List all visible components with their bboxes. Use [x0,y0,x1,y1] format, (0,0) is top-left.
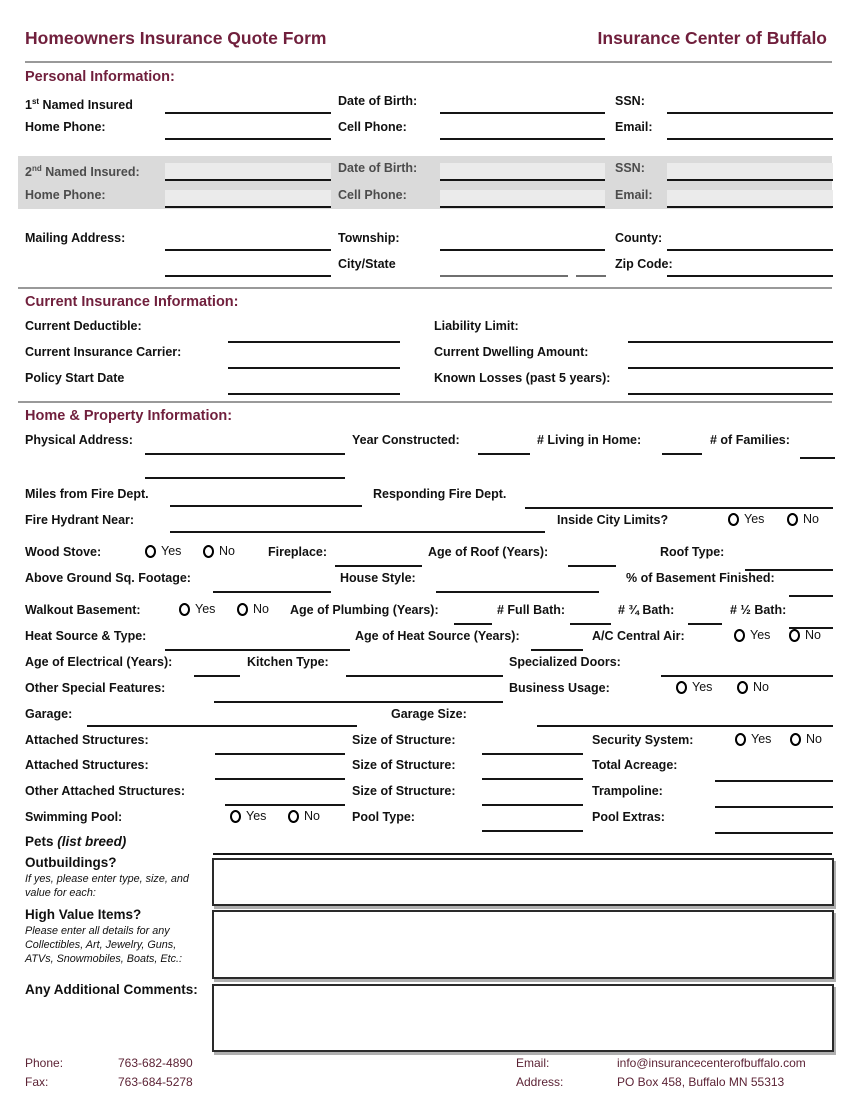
above-ground-label: Above Ground Sq. Footage: [25,571,191,585]
swimming-pool-no-option[interactable] [288,809,320,824]
current-deductible-label: Current Deductible: [25,319,142,333]
attached-structures1-field[interactable] [215,737,345,755]
business-usage-yes-option[interactable] [676,680,712,695]
yes-label: Yes [744,512,765,526]
size-structure3-label: Size of Structure: [352,784,456,798]
policy-start-field[interactable] [228,377,400,395]
age-roof-label: Age of Roof (Years): [428,545,549,559]
other-features-field[interactable] [214,685,503,703]
no-label: No [803,512,819,526]
no-label: No [753,680,769,694]
comments-label: Any Additional Comments: [25,982,198,997]
miles-fire-field[interactable] [170,489,362,507]
email1-label: Email: [615,120,653,134]
security-system-label: Security System: [592,733,694,747]
pets-field[interactable] [213,837,832,855]
address-value: PO Box 458, Buffalo MN 55313 [617,1075,785,1089]
fire-hydrant-field[interactable] [170,515,545,533]
pool-extras-label: Pool Extras: [592,810,665,824]
address-label: Address: [516,1075,564,1089]
attached-structures2-label: Attached Structures: [25,758,149,772]
three-quarter-bath-label: # ¾ Bath: [618,603,675,617]
ac-central-no-radio[interactable] [789,629,800,642]
known-losses-field[interactable] [628,377,833,395]
garage-size-label: Garage Size: [391,707,467,721]
attached-structures1-label: Attached Structures: [25,733,149,747]
section-divider-2 [18,401,832,403]
zip-field[interactable] [667,259,833,277]
age-roof-field[interactable] [568,549,616,567]
wood-stove-label: Wood Stove: [25,545,102,559]
physical-address-label: Physical Address: [25,433,133,447]
heat-source-field[interactable] [165,633,350,651]
wood-stove-no-radio[interactable] [203,545,214,558]
other-features-label: Other Special Features: [25,681,166,695]
attached-structures2-field[interactable] [215,762,345,780]
cell-phone1-field[interactable] [440,122,605,140]
age-plumbing-field[interactable] [454,607,492,625]
known-losses-label: Known Losses (past 5 years): [434,371,611,385]
city-state-label: City/State [338,257,396,271]
pct-basement-field[interactable] [789,579,833,597]
wood-stove-yes-option[interactable] [145,544,181,559]
yes-label: Yes [750,628,771,642]
first-named-insured-field[interactable] [165,96,331,114]
full-bath-field[interactable] [570,607,611,625]
pool-type-label: Pool Type: [352,810,415,824]
specialized-doors-field[interactable] [661,659,833,677]
garage-label: Garage: [25,707,73,721]
swimming-pool-yes-option[interactable] [230,809,266,824]
cell-phone2-label: Cell Phone: [338,188,407,202]
walkout-yes-radio[interactable] [179,603,190,616]
phone-label: Phone: [25,1056,64,1070]
high-value-note: Please enter all details for any Collectibles, Art, Jewelry, Guns, ATVs, Snowmobiles, Boats, Etc.: [25,925,183,966]
ssn2-field[interactable] [667,163,833,181]
no-label: No [806,732,822,746]
county-field[interactable] [667,233,833,251]
total-acreage-field[interactable] [715,764,833,782]
fax-value: 763-684-5278 [118,1075,193,1089]
miles-fire-label: Miles from Fire Dept. [25,487,149,501]
pool-type-field[interactable] [482,814,583,832]
living-in-home-field[interactable] [662,437,702,455]
first-named-insured-label: 1st Named Insured [25,97,133,113]
trampoline-field[interactable] [715,790,833,808]
kitchen-type-label: Kitchen Type: [247,655,329,669]
pets-note: (list breed) [57,834,127,849]
no-label: No [253,602,269,616]
trampoline-label: Trampoline: [592,784,663,798]
security-system-no-option[interactable] [790,732,822,747]
age-heat-label: Age of Heat Source (Years): [355,629,520,643]
yes-label: Yes [246,809,267,823]
dob2-field[interactable] [440,163,605,181]
second-named-insured-field[interactable] [165,163,331,181]
above-ground-field[interactable] [213,575,331,593]
ssn1-label: SSN: [615,94,645,108]
yes-label: Yes [161,544,182,558]
home-phone2-label: Home Phone: [25,188,106,202]
inside-city-label: Inside City Limits? [557,513,669,527]
liability-limit-field[interactable] [628,325,833,343]
business-usage-no-radio[interactable] [737,681,748,694]
age-heat-field[interactable] [531,633,583,651]
total-acreage-label: Total Acreage: [592,758,678,772]
other-attached-label: Other Attached Structures: [25,784,185,798]
yes-label: Yes [751,732,772,746]
page-title: Homeowners Insurance Quote Form [25,28,327,48]
pool-extras-field[interactable] [715,816,833,834]
no-label: No [805,628,821,642]
company-name: Insurance Center of Buffalo [597,28,827,48]
inside-city-yes-radio[interactable] [728,513,739,526]
size-structure1-field[interactable] [482,737,583,755]
half-bath-field[interactable] [789,611,833,629]
email-value: info@insurancecenterofbuffalo.com [617,1056,806,1070]
high-value-textbox[interactable] [212,910,834,979]
kitchen-type-field[interactable] [346,659,503,677]
size-structure2-field[interactable] [482,762,583,780]
header-divider [25,61,832,63]
dob1-field[interactable] [440,96,605,114]
size-structure3-field[interactable] [482,788,583,806]
no-label: No [304,809,320,823]
mailing-address-field[interactable] [165,233,331,251]
policy-start-label: Policy Start Date [25,371,125,385]
outbuildings-note: If yes, please enter type, size, and value for each: [25,873,189,900]
fax-label: Fax: [25,1075,49,1089]
year-constructed-label: Year Constructed: [352,433,460,447]
business-usage-no-option[interactable] [737,680,769,695]
section-divider-1 [18,287,832,289]
township-label: Township: [338,231,400,245]
fire-hydrant-label: Fire Hydrant Near: [25,513,135,527]
other-attached-field[interactable] [225,788,345,806]
fireplace-label: Fireplace: [268,545,328,559]
age-electrical-field[interactable] [194,659,240,677]
responding-fire-field[interactable] [525,491,833,509]
current-carrier-label: Current Insurance Carrier: [25,345,182,359]
walkout-yes-option[interactable] [179,602,215,617]
mailing-address-label: Mailing Address: [25,231,126,245]
section-personal-information: Personal Information: [25,69,175,85]
ac-central-yes-option[interactable] [734,628,770,643]
wood-stove-yes-radio[interactable] [145,545,156,558]
ac-central-label: A/C Central Air: [592,629,685,643]
walkout-label: Walkout Basement: [25,603,141,617]
house-style-field[interactable] [436,575,599,593]
email2-label: Email: [615,188,653,202]
swimming-pool-no-radio[interactable] [288,810,299,823]
swimming-pool-label: Swimming Pool: [25,810,123,824]
outbuildings-label: Outbuildings? [25,855,117,870]
home-phone1-field[interactable] [165,122,331,140]
email2-field[interactable] [667,190,833,208]
email-label: Email: [516,1056,550,1070]
mailing-address-line2-field[interactable] [165,259,331,277]
county-label: County: [615,231,663,245]
security-system-yes-option[interactable] [735,732,771,747]
families-field[interactable] [800,441,835,459]
half-bath-label: # ½ Bath: [730,603,787,617]
size-structure2-label: Size of Structure: [352,758,456,772]
business-usage-yes-radio[interactable] [676,681,687,694]
wood-stove-no-option[interactable] [203,544,235,559]
inside-city-yes-option[interactable] [728,512,764,527]
garage-field[interactable] [87,709,357,727]
heat-source-label: Heat Source & Type: [25,629,147,643]
second-named-insured-label: 2nd Named Insured: [25,164,140,180]
age-electrical-label: Age of Electrical (Years): [25,655,173,669]
size-structure1-label: Size of Structure: [352,733,456,747]
security-system-yes-radio[interactable] [735,733,746,746]
pets-label: Pets (list breed) [25,834,127,849]
security-system-no-radio[interactable] [790,733,801,746]
physical-address-line2-field[interactable] [145,461,345,479]
ssn1-field[interactable] [667,96,833,114]
outbuildings-textbox[interactable] [212,858,834,906]
email1-field[interactable] [667,122,833,140]
section-current-insurance: Current Insurance Information: [25,294,239,310]
swimming-pool-yes-radio[interactable] [230,810,241,823]
age-plumbing-label: Age of Plumbing (Years): [290,603,439,617]
dob1-label: Date of Birth: [338,94,418,108]
current-dwelling-field[interactable] [628,351,833,369]
responding-fire-label: Responding Fire Dept. [373,487,507,501]
physical-address-field[interactable] [145,437,345,455]
roof-type-field[interactable] [745,553,833,571]
walkout-no-option[interactable] [237,602,269,617]
ssn2-label: SSN: [615,161,645,175]
home-phone1-label: Home Phone: [25,120,106,134]
walkout-no-radio[interactable] [237,603,248,616]
pct-basement-label: % of Basement Finished: [626,571,775,585]
living-in-home-label: # Living in Home: [537,433,642,447]
ac-central-no-option[interactable] [789,628,821,643]
liability-limit-label: Liability Limit: [434,319,519,333]
fireplace-field[interactable] [335,549,422,567]
cell-phone1-label: Cell Phone: [338,120,407,134]
year-constructed-field[interactable] [478,437,530,455]
high-value-label: High Value Items? [25,907,142,922]
cell-phone2-field[interactable] [440,190,605,208]
state-field[interactable] [576,259,606,277]
ac-central-yes-radio[interactable] [734,629,745,642]
current-dwelling-label: Current Dwelling Amount: [434,345,589,359]
full-bath-label: # Full Bath: [497,603,566,617]
section-home-property: Home & Property Information: [25,408,233,424]
comments-textbox[interactable] [212,984,834,1052]
home-phone2-field[interactable] [165,190,331,208]
roof-type-label: Roof Type: [660,545,725,559]
specialized-doors-label: Specialized Doors: [509,655,621,669]
zip-label: Zip Code: [615,257,673,271]
three-quarter-bath-field[interactable] [688,607,722,625]
current-deductible-field[interactable] [228,325,400,343]
families-label: # of Families: [710,433,790,447]
no-label: No [219,544,235,558]
yes-label: Yes [195,602,216,616]
township-field[interactable] [440,233,605,251]
phone-value: 763-682-4890 [118,1056,193,1070]
inside-city-no-radio[interactable] [787,513,798,526]
city-field[interactable] [440,259,568,277]
inside-city-no-option[interactable] [787,512,819,527]
business-usage-label: Business Usage: [509,681,610,695]
house-style-label: House Style: [340,571,416,585]
dob2-label: Date of Birth: [338,161,418,175]
garage-size-field[interactable] [537,709,833,727]
yes-label: Yes [692,680,713,694]
current-carrier-field[interactable] [228,351,400,369]
